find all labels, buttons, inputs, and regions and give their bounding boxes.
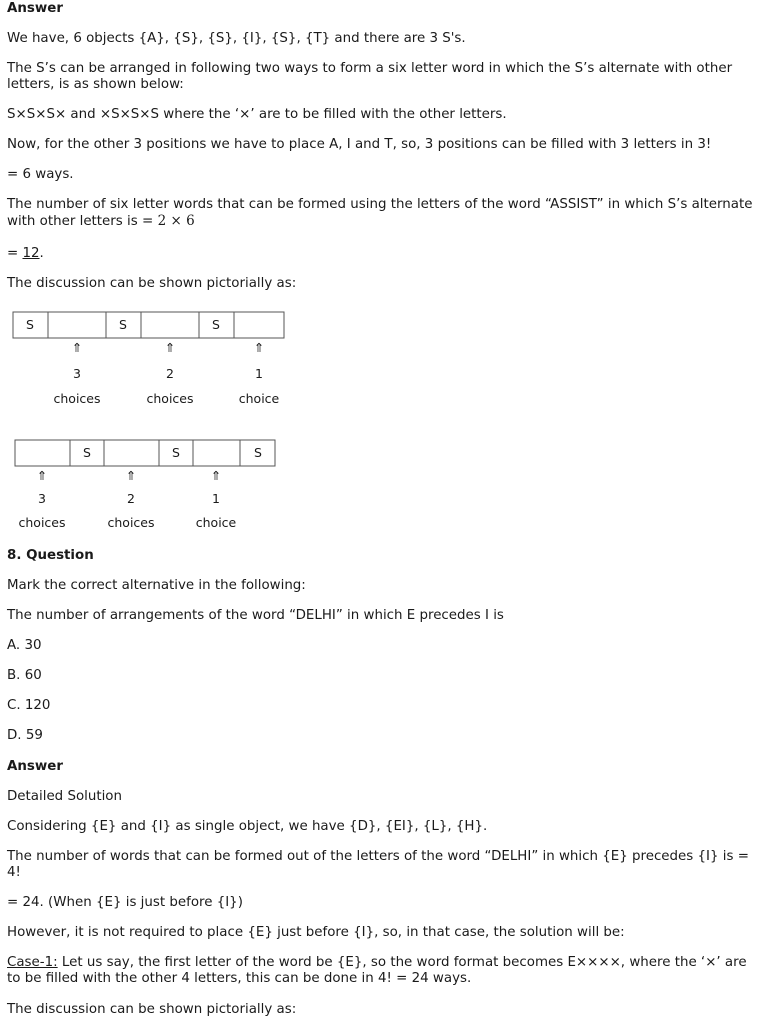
- result-suffix: .: [39, 246, 44, 261]
- choice-label: choices: [146, 391, 194, 406]
- up-arrow-icon: ⇑: [36, 468, 48, 483]
- up-arrow-icon: ⇑: [164, 340, 176, 355]
- result-value: 12: [22, 246, 40, 261]
- solution-paragraph-objects: Considering {E} and {I} as single object, we have {D}, {EI}, {L}, {H}.: [7, 819, 488, 834]
- solution-paragraph-however: However, it is not required to place {E} just before {I}, so, in that case, the solution will be:: [7, 925, 625, 940]
- answer-heading: Answer: [7, 1, 63, 16]
- choice-count: 1: [212, 491, 220, 506]
- solution-paragraph-words: The number of words that can be formed out of the letters of the word “DELHI” in which {E} precedes {I} is = 4!: [7, 849, 749, 880]
- answer-heading: Answer: [7, 759, 63, 774]
- choice-count: 2: [166, 366, 174, 381]
- option-c: C. 120: [7, 698, 51, 713]
- result-prefix: =: [7, 246, 23, 261]
- choice-label: choices: [107, 515, 155, 530]
- cell-3-letter: S: [119, 317, 127, 332]
- choice-label: choices: [53, 391, 101, 406]
- question-prompt: The number of arrangements of the word “DELHI” in which E precedes I is: [7, 608, 504, 623]
- cell-1-letter: S: [26, 317, 34, 332]
- answer-paragraph-arrangement: The S’s can be arranged in following two ways to form a six letter word in which the S’s alternate with other letters, is as shown below:: [7, 61, 733, 92]
- case-text: Let us say, the first letter of the word be {E}, so the word format becomes E××××, where the ‘×’ are to be filled with the other 4 letters, this can be done in 4! = 24 ways.: [7, 955, 747, 986]
- count-expression: = 2 × 6: [142, 213, 195, 229]
- choice-count: 1: [255, 366, 263, 381]
- choice-label: choice: [195, 515, 237, 530]
- solution-paragraph-result: = 24. (When {E} is just before {I}): [7, 895, 243, 910]
- answer-paragraph-ways: = 6 ways.: [7, 167, 74, 182]
- answer-paragraph-patterns: S×S×S× and ×S×S×S where the ‘×’ are to be filled with the other letters.: [7, 107, 507, 122]
- choice-label: choices: [18, 515, 66, 530]
- cell-2-letter: S: [83, 445, 91, 460]
- choice-count: 2: [127, 491, 135, 506]
- answer-paragraph-pictorial: The discussion can be shown pictorially as:: [7, 276, 297, 291]
- solution-paragraph-pictorial: The discussion can be shown pictorially as:: [7, 1002, 297, 1017]
- up-arrow-icon: ⇑: [253, 340, 265, 355]
- option-d: D. 59: [7, 728, 43, 743]
- case-label: Case-1:: [7, 955, 58, 970]
- up-arrow-icon: ⇑: [210, 468, 222, 483]
- cell-1: [15, 440, 70, 466]
- option-a: A. 30: [7, 638, 42, 653]
- up-arrow-icon: ⇑: [71, 340, 83, 355]
- answer-paragraph-objects: We have, 6 objects {A}, {S}, {S}, {I}, {S}, {T} and there are 3 S's.: [7, 31, 466, 46]
- cell-5-letter: S: [212, 317, 220, 332]
- cell-4-letter: S: [172, 445, 180, 460]
- choice-count: 3: [73, 366, 81, 381]
- answer-paragraph-positions: Now, for the other 3 positions we have to place A, I and T, so, 3 positions can be filled with 3 letters in 3!: [7, 137, 712, 152]
- cell-6-letter: S: [254, 445, 262, 460]
- up-arrow-icon: ⇑: [125, 468, 137, 483]
- solution-case-1: [7, 955, 759, 987]
- question-heading: 8. Question: [7, 548, 94, 563]
- option-b: B. 60: [7, 668, 42, 683]
- cell-3: [104, 440, 159, 466]
- question-instruction: Mark the correct alternative in the following:: [7, 578, 306, 593]
- solution-subheading: Detailed Solution: [7, 789, 122, 804]
- diagram-1: [13, 312, 284, 406]
- cell-6: [234, 312, 284, 338]
- choice-count: 3: [38, 491, 46, 506]
- cell-5: [193, 440, 240, 466]
- cell-4: [141, 312, 199, 338]
- cell-2: [48, 312, 106, 338]
- diagram-2: [15, 440, 275, 530]
- choice-label: choice: [238, 391, 280, 406]
- count-text: The number of six letter words that can be formed using the letters of the word “ASSIST” in which S’s alternate with other letters is: [7, 197, 753, 229]
